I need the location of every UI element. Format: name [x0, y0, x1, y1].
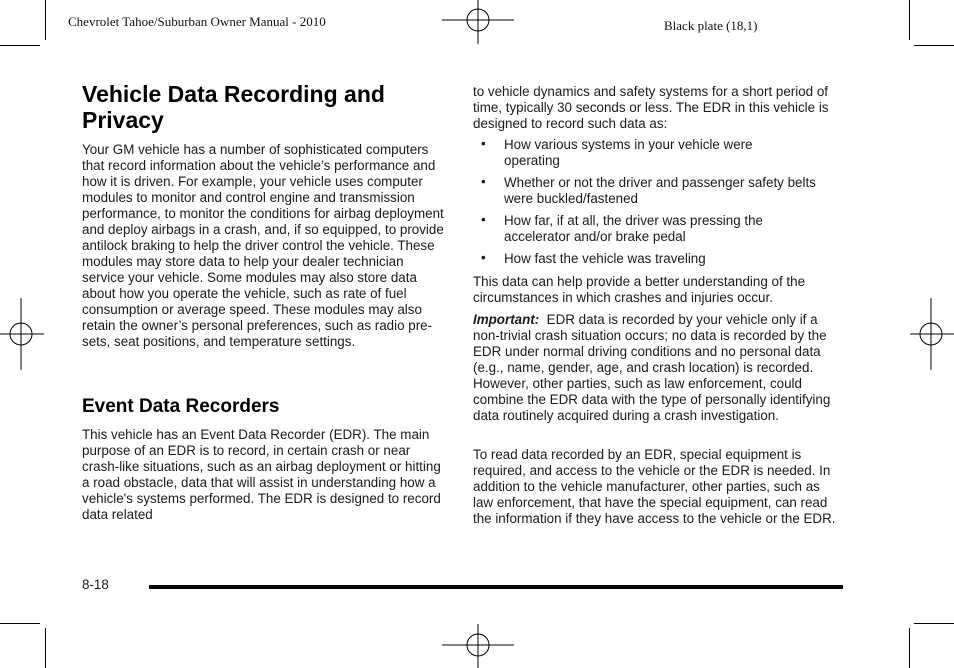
list-item-text: How various systems in your vehicle were operating — [504, 137, 753, 168]
registration-mark-icon — [442, 624, 514, 668]
bullet-icon: • — [481, 174, 486, 189]
list-item-text: Whether or not the driver and passenger safety belts were buckled/fastened — [504, 175, 816, 206]
crop-mark — [0, 45, 40, 46]
intro-paragraph: Your GM vehicle has a number of sophisticated computers that record information about the vehicle’s performance and how it is driven. For example, your vehicle uses computer modules to monitor and control engine and transmission performance, to monitor the conditions for airbag deployment and deploy airbags in a crash, and, if so equipped, to provide antilock braking to help the driver control the vehicle. These modules may store data to help your dealer technician service your vehicle. Some modules may also store data about how you operate the vehicle, such as rate of fuel consumption or average speed. These modules may also retain the owner’s personal preferences, such as radio pre-sets, seat positions, and temperature settings. — [82, 142, 444, 349]
list-item-text: How far, if at all, the driver was pressing the accelerator and/or brake pedal — [504, 213, 763, 244]
section-heading: Event Data Recorders — [82, 396, 280, 417]
plate-label: Black plate (18,1) — [664, 18, 758, 33]
page-title: Vehicle Data Recording and Privacy — [82, 81, 385, 133]
list-item — [473, 137, 843, 169]
edr-paragraph: This vehicle has an Event Data Recorder (EDR). The main purpose of an EDR is to record, in certain crash or near crash-like situations, such as an airbag deployment or hitting a road obstacle, data that will assist in understanding how a vehicle's systems performed. The EDR is designed to record data related — [82, 427, 441, 522]
crop-mark — [914, 45, 954, 46]
crop-mark — [45, 0, 46, 40]
continuation-paragraph: to vehicle dynamics and safety systems for a short period of time, typically 30 seconds or less. The EDR in this vehicle is designed to record such data as: — [473, 84, 829, 131]
read-data-paragraph: To read data recorded by an EDR, special equipment is required, and access to the vehicle or the EDR is needed. In addition to the vehicle manufacturer, other parties, such as law enforcement, that have the special equipment, can read the information if they have access to the vehicle or the EDR. — [473, 447, 836, 526]
manual-title: Chevrolet Tahoe/Suburban Owner Manual - 2010 — [68, 14, 326, 29]
list-item — [473, 175, 843, 207]
important-text: EDR data is recorded by your vehicle only if a non-trivial crash situation occurs; no data is recorded by the EDR under normal driving conditions and no personal data (e.g., name, gender, age, and crash location) is recorded. However, other parties, such as law enforcement, could combine the EDR data with the type of personally identifying data routinely acquired during a crash investigation. — [473, 312, 831, 423]
crop-mark — [0, 623, 40, 624]
bullet-icon: • — [481, 212, 486, 227]
crop-mark — [45, 628, 46, 668]
crop-mark — [909, 0, 910, 40]
crop-mark — [909, 628, 910, 668]
registration-mark-icon — [442, 0, 514, 44]
important-note — [473, 312, 839, 424]
footer-rule — [149, 585, 843, 589]
understanding-paragraph: This data can help provide a better understanding of the circumstances in which crashes and injuries occur. — [473, 274, 806, 305]
list-item — [473, 251, 843, 267]
important-label: Important: — [473, 312, 540, 327]
registration-mark-icon — [910, 298, 954, 370]
page-number: 8-18 — [82, 577, 109, 592]
list-item — [473, 213, 843, 245]
bullet-icon: • — [481, 250, 486, 265]
list-item-text: How fast the vehicle was traveling — [504, 251, 706, 266]
crop-mark — [914, 623, 954, 624]
bullet-icon: • — [481, 136, 486, 151]
registration-mark-icon — [0, 298, 44, 370]
